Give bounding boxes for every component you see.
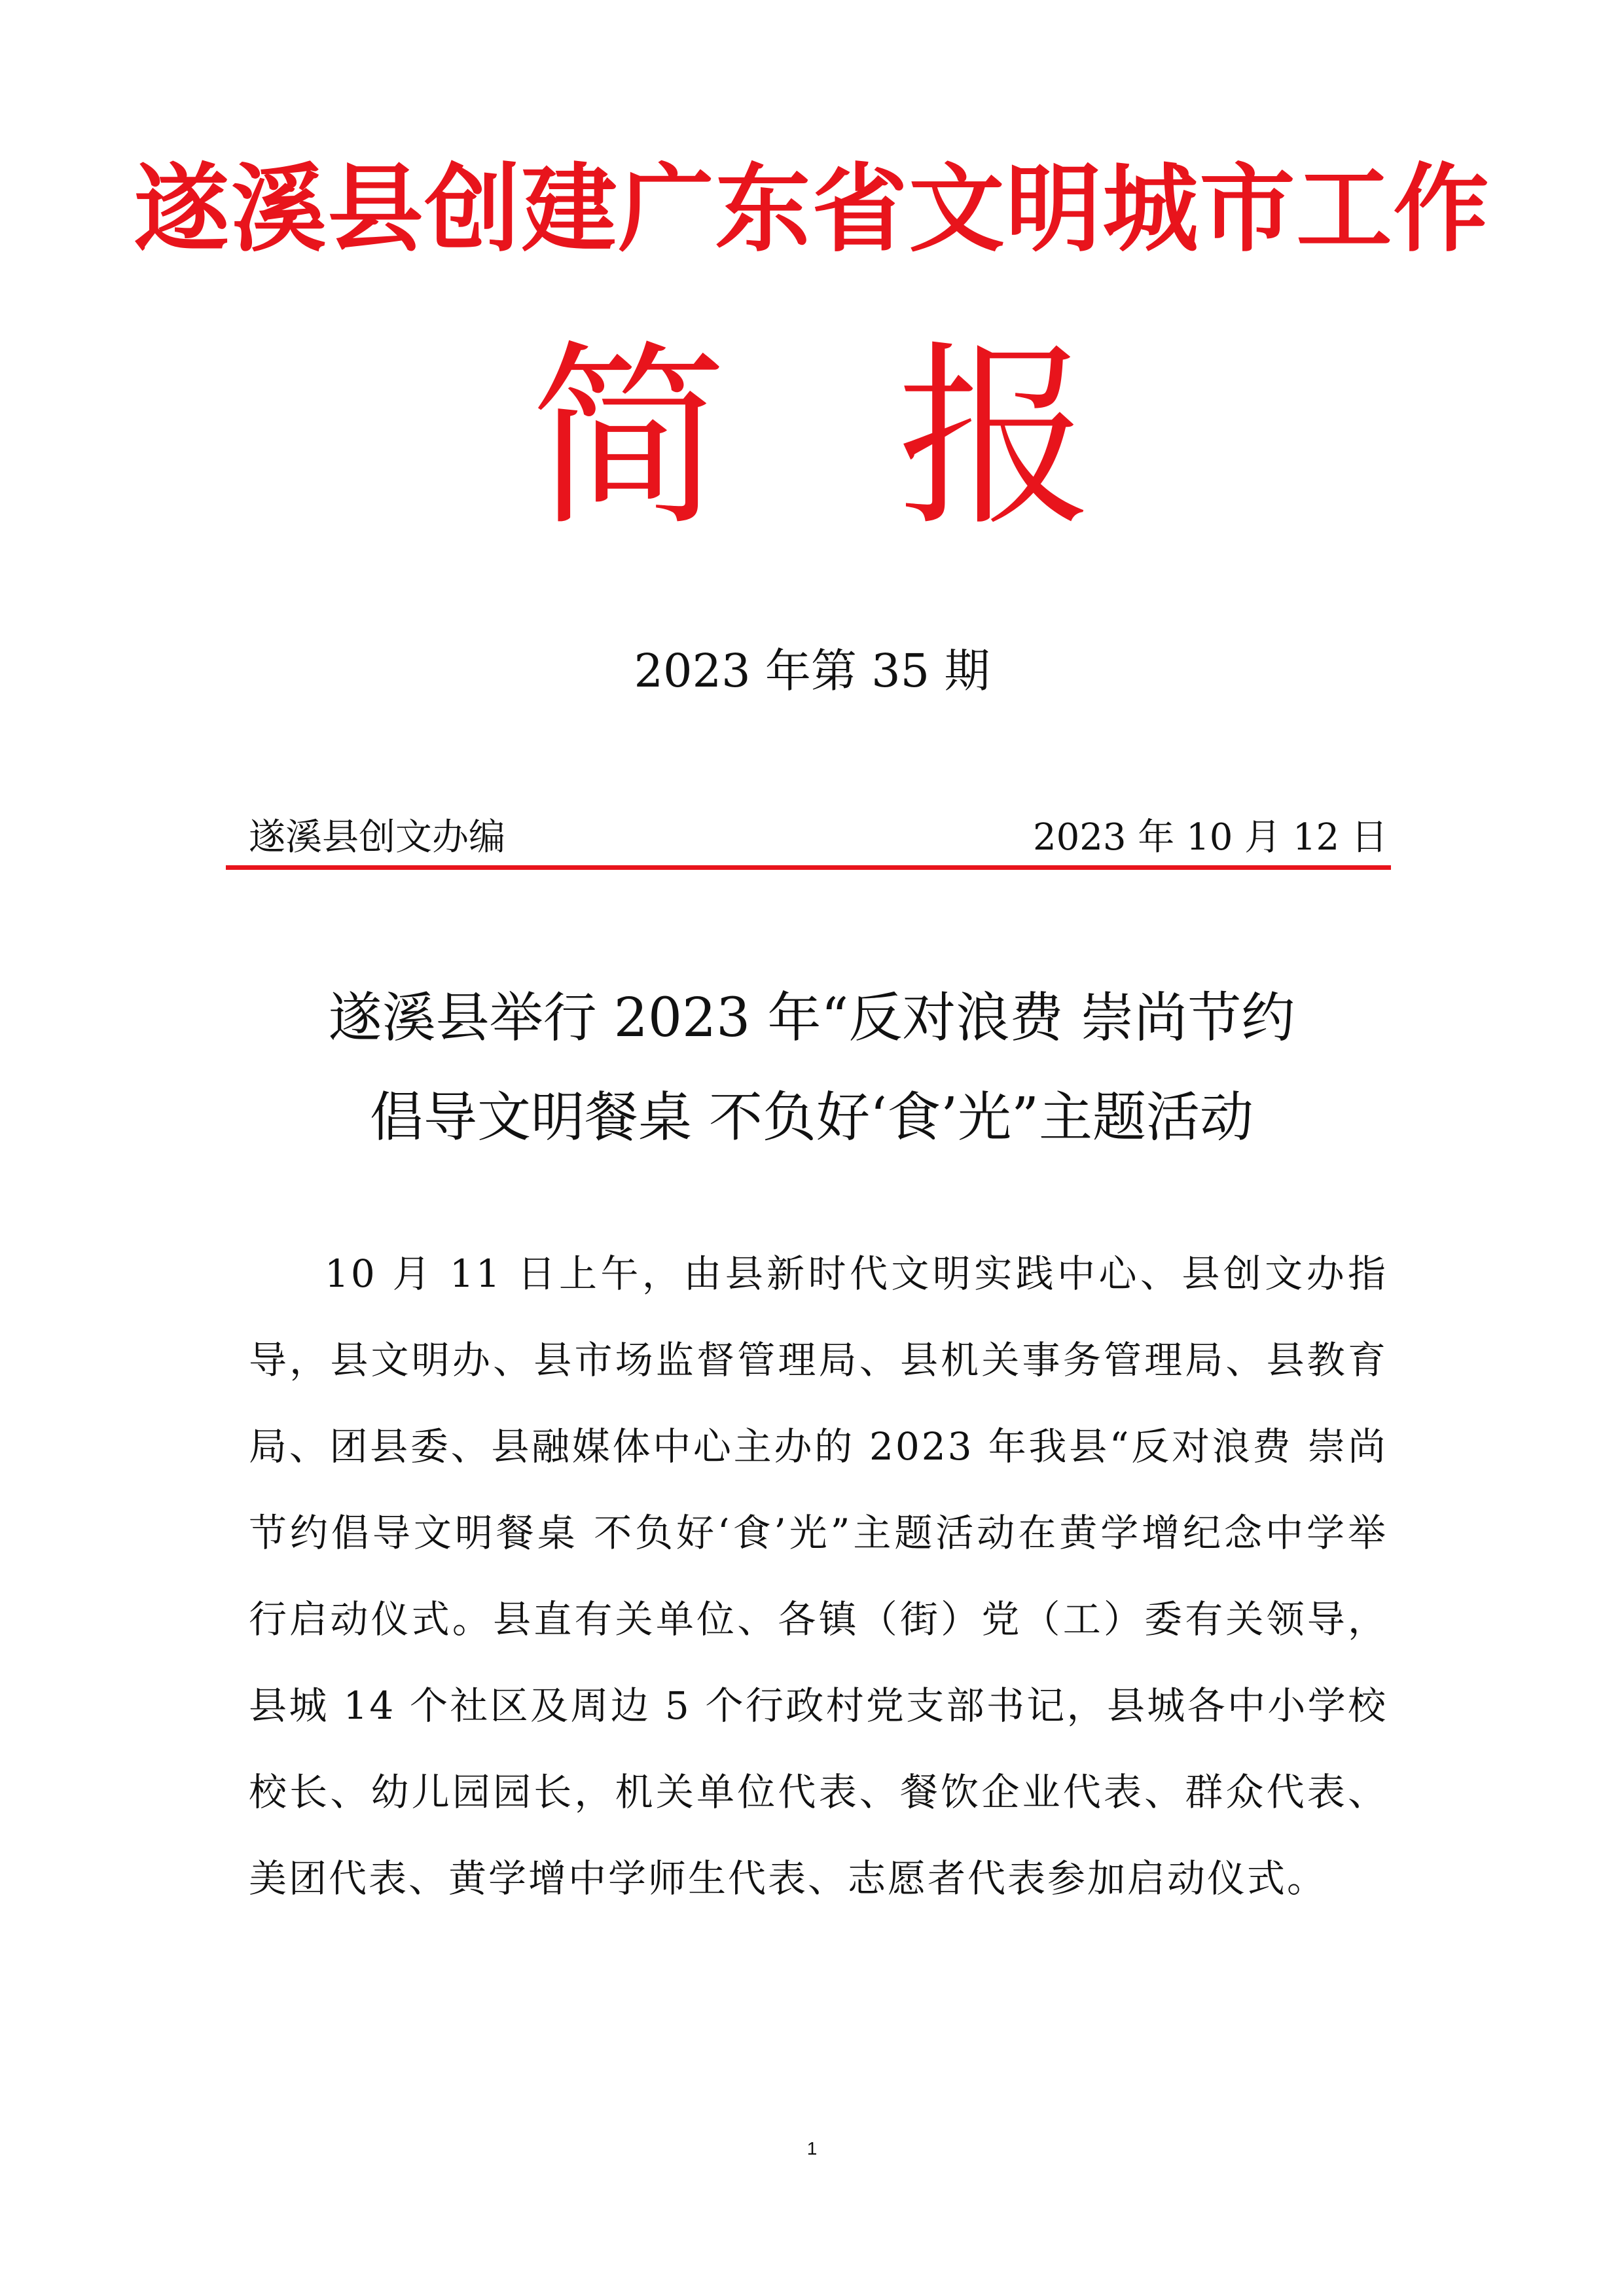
headline-line-2: 倡导文明餐桌 不负好‘食’光”主题活动 bbox=[369, 1086, 1254, 1149]
meta-row bbox=[249, 812, 1388, 864]
publish-date: 2023 年 10 月 12 日 bbox=[1032, 816, 1388, 859]
article-paragraph: 10 月 11 日上午，由县新时代文明实践中心、县创文办指导，县文明办、县市场监督管理局、县机关事务管理局、县教育局、团县委、县融媒体中心主办的 2023 年我县“反对浪费 崇尚节约倡导文明餐桌 不负好‘食’光”主题活动在黄学增纪念中学举行启动仪式。县直有关单位、各镇（街）党（工）委有关领导，县城 14 个社区及周边 5 个行政村党支部书记，县城各中小学校校长、幼儿园园长，机关单位代表、餐饮企业代表、群众代表、美团代表、黄学增中学师生代表、志愿者代表参加启动仪式。 bbox=[249, 1251, 1388, 1901]
article-headline bbox=[223, 969, 1401, 1168]
editor-label: 遂溪县创文办编 bbox=[249, 816, 505, 859]
masthead-brief: 简报 bbox=[530, 324, 1264, 552]
headline-line-1: 遂溪县举行 2023 年“反对浪费 崇尚节约 bbox=[328, 987, 1295, 1049]
masthead-title: 遂溪县创建广东省文明城市工作 bbox=[134, 154, 1490, 265]
red-divider bbox=[226, 865, 1391, 870]
issue-number: 2023 年第 35 期 bbox=[634, 644, 990, 698]
page-number: 1 bbox=[806, 2138, 818, 2159]
